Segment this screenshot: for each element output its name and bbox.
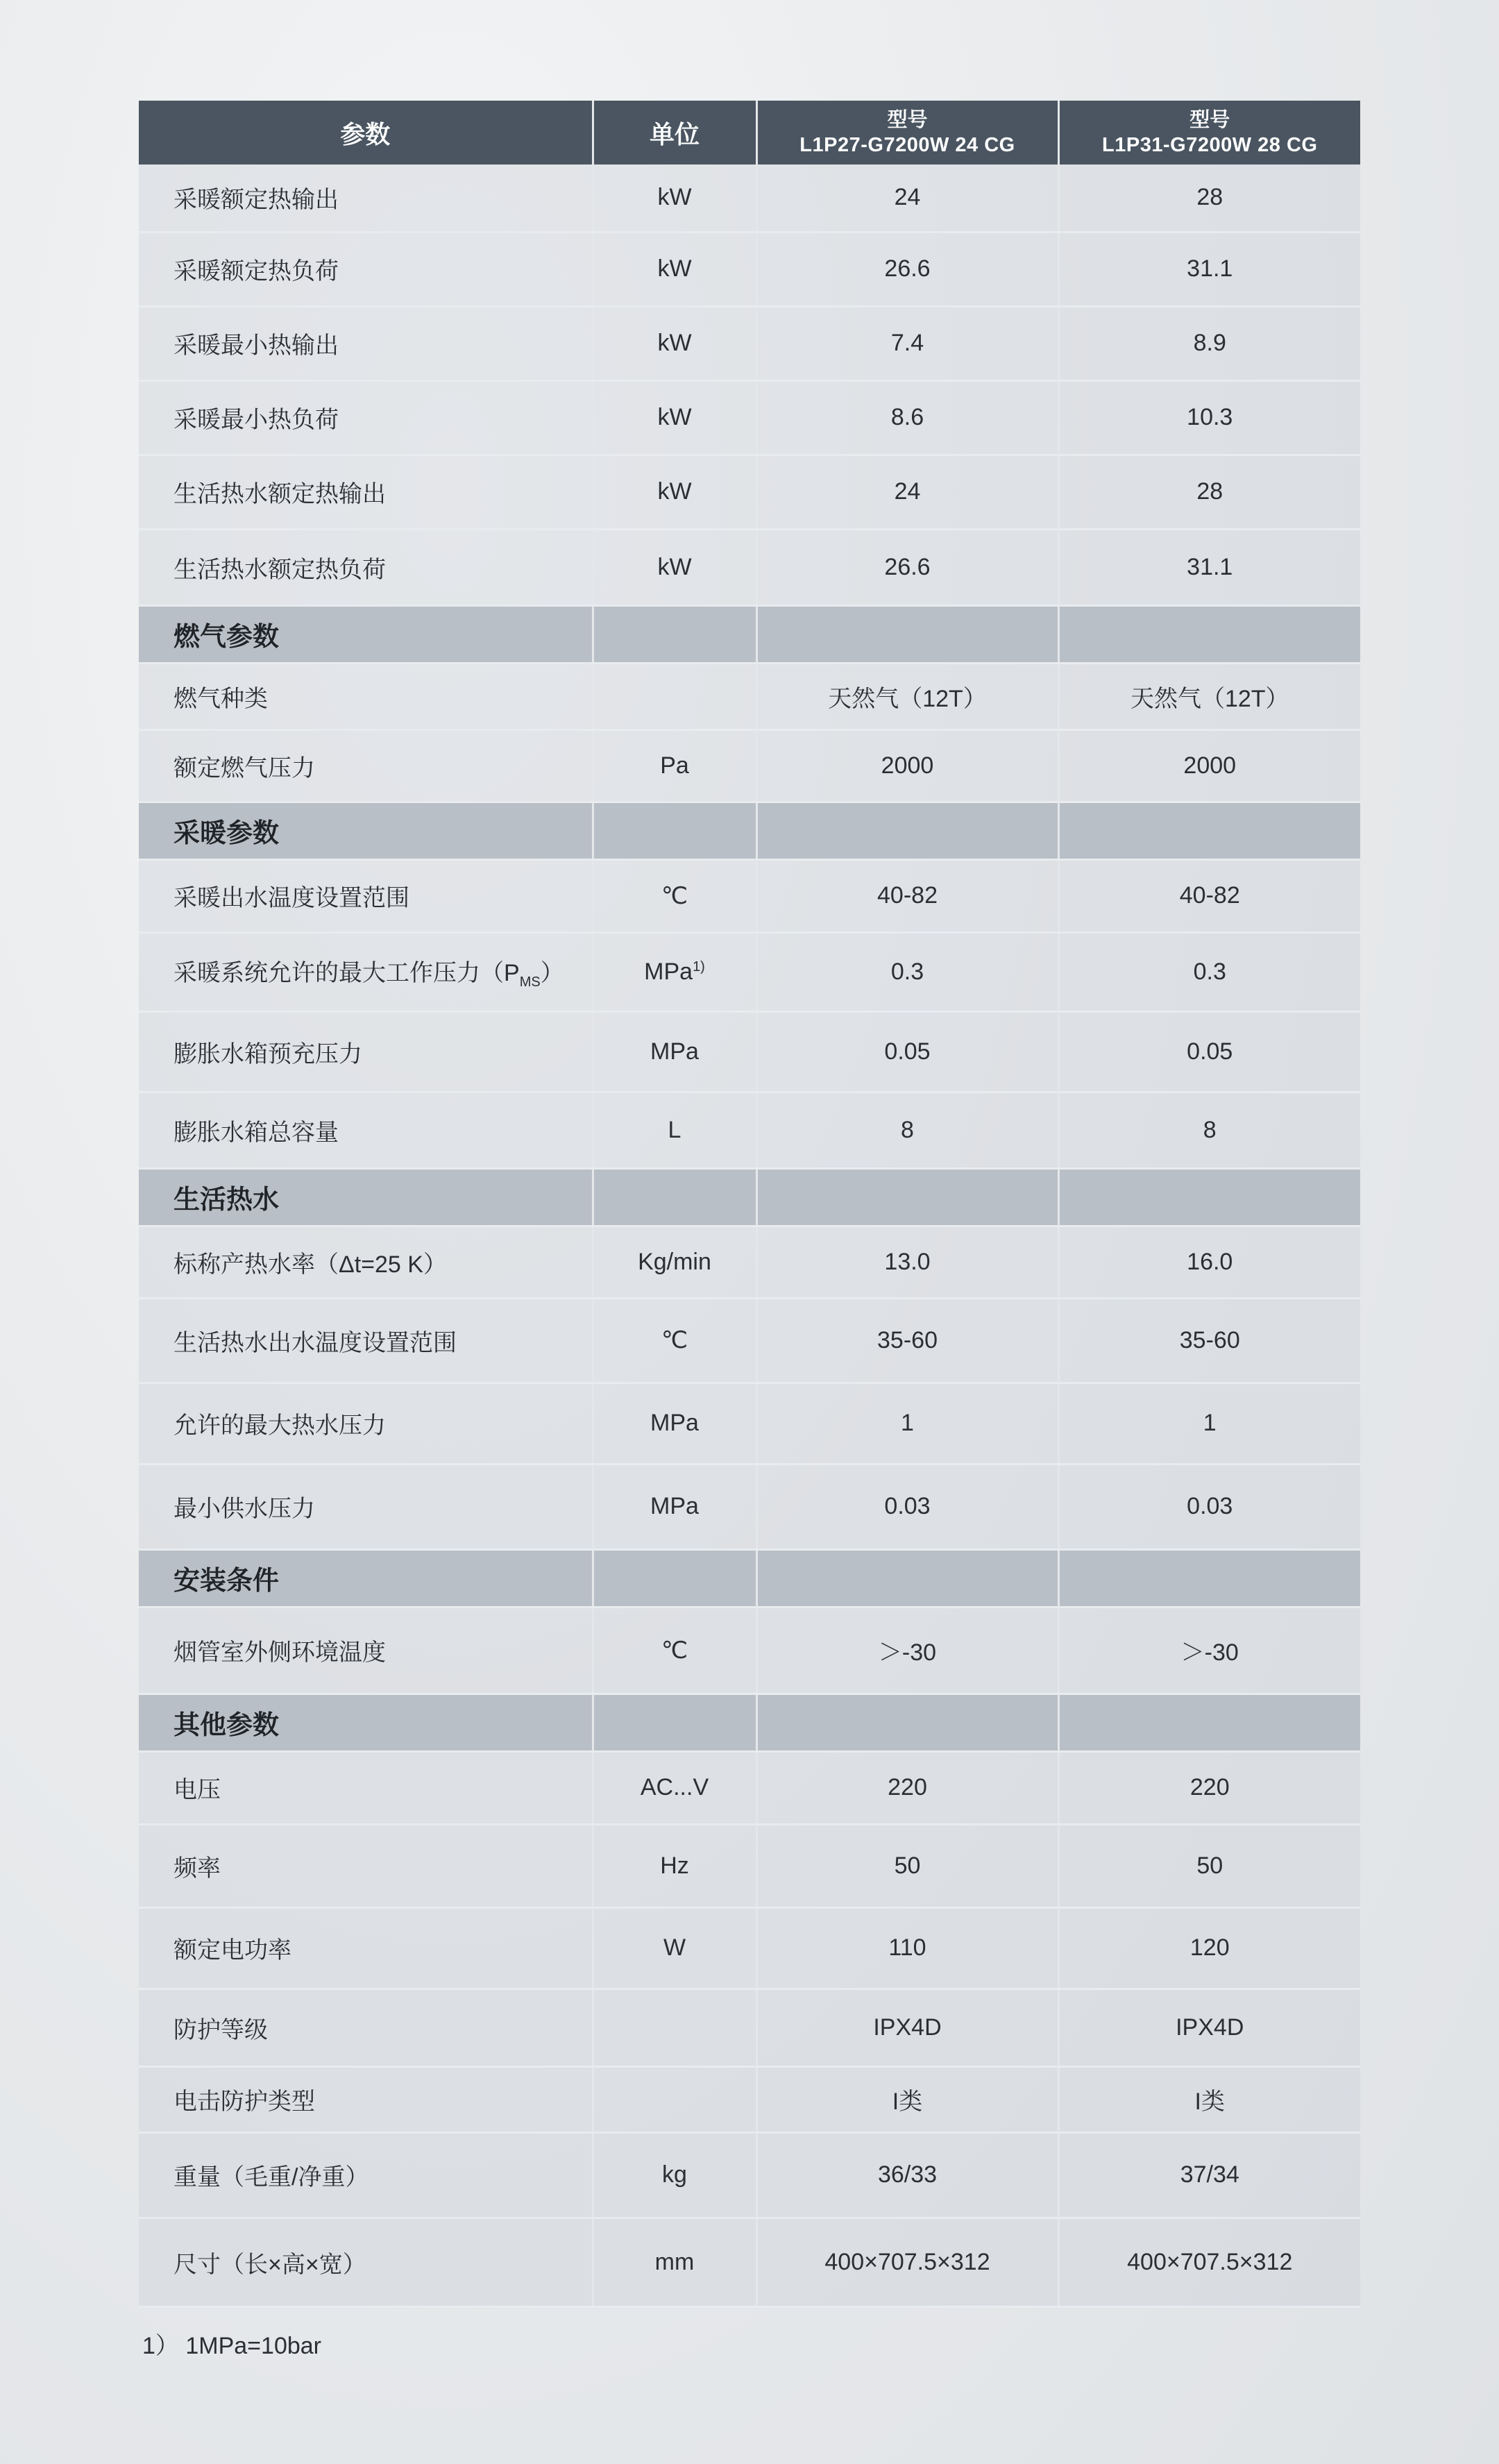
value-model-2: 35-60 bbox=[1058, 1298, 1360, 1383]
table-row bbox=[139, 232, 1360, 306]
value-model-1: 50 bbox=[756, 1824, 1058, 1907]
value-model-2: 16.0 bbox=[1058, 1226, 1360, 1298]
unit-cell: Kg/min bbox=[593, 1226, 756, 1298]
table-row bbox=[139, 306, 1360, 380]
value-model-1: 8 bbox=[756, 1092, 1058, 1168]
value-model-1: 8.6 bbox=[756, 380, 1058, 455]
table-row bbox=[139, 1011, 1360, 1092]
table-row bbox=[139, 2218, 1360, 2306]
spec-table bbox=[139, 101, 1360, 2308]
value-model-2: 28 bbox=[1058, 164, 1360, 232]
value-model-2: 28 bbox=[1058, 455, 1360, 529]
unit-cell: MPa bbox=[593, 1383, 756, 1464]
value-model-2: 10.3 bbox=[1058, 380, 1360, 455]
table-row bbox=[139, 529, 1360, 605]
header-param: 参数 bbox=[139, 101, 593, 164]
param-name: 额定电功率 bbox=[139, 1907, 593, 1989]
param-name: 膨胀水箱预充压力 bbox=[139, 1011, 593, 1092]
param-name: 额定燃气压力 bbox=[139, 729, 593, 802]
header-model-1 bbox=[756, 101, 1058, 164]
unit-cell: W bbox=[593, 1907, 756, 1989]
unit-cell: kW bbox=[593, 380, 756, 455]
unit-cell bbox=[593, 2066, 756, 2132]
param-name: 频率 bbox=[139, 1824, 593, 1907]
value-model-1: 天然气（12T） bbox=[756, 663, 1058, 729]
unit-cell: MPa bbox=[593, 1464, 756, 1549]
value-model-1: ＞-30 bbox=[756, 1607, 1058, 1694]
param-name: 防护等级 bbox=[139, 1989, 593, 2066]
table-row bbox=[139, 1907, 1360, 1989]
param-name: 燃气种类 bbox=[139, 663, 593, 729]
value-model-2: IPX4D bbox=[1058, 1989, 1360, 2066]
value-model-1: 400×707.5×312 bbox=[756, 2218, 1058, 2306]
unit-cell: kW bbox=[593, 306, 756, 380]
param-name: 标称产热水率（Δt=25 K） bbox=[139, 1226, 593, 1298]
value-model-1: 26.6 bbox=[756, 529, 1058, 605]
value-model-2: 2000 bbox=[1058, 729, 1360, 802]
param-name-suffix: ） bbox=[540, 959, 564, 986]
param-name: 允许的最大热水压力 bbox=[139, 1383, 593, 1464]
table-row bbox=[139, 1383, 1360, 1464]
value-model-1: IPX4D bbox=[756, 1989, 1058, 2066]
value-model-2: 400×707.5×312 bbox=[1058, 2218, 1360, 2306]
table-row bbox=[139, 932, 1360, 1011]
value-model-2: 0.03 bbox=[1058, 1464, 1360, 1549]
value-model-2: 0.05 bbox=[1058, 1011, 1360, 1092]
param-name bbox=[139, 932, 593, 1011]
param-name: 膨胀水箱总容量 bbox=[139, 1092, 593, 1168]
value-model-1: 110 bbox=[756, 1907, 1058, 1989]
param-name: 生活热水额定热负荷 bbox=[139, 529, 593, 605]
unit-cell: kW bbox=[593, 455, 756, 529]
unit-text: MPa bbox=[644, 958, 693, 985]
param-name: 采暖额定热输出 bbox=[139, 164, 593, 232]
value-model-1: 24 bbox=[756, 164, 1058, 232]
unit-cell: ℃ bbox=[593, 1607, 756, 1694]
section-row-installation bbox=[139, 1549, 1360, 1607]
value-model-2: 37/34 bbox=[1058, 2132, 1360, 2218]
section-title: 其他参数 bbox=[139, 1694, 593, 1751]
value-model-2: 8.9 bbox=[1058, 306, 1360, 380]
value-model-2: 40-82 bbox=[1058, 859, 1360, 932]
table-row bbox=[139, 1607, 1360, 1694]
value-model-1: 220 bbox=[756, 1751, 1058, 1824]
value-model-2: 50 bbox=[1058, 1824, 1360, 1907]
section-row-other bbox=[139, 1694, 1360, 1751]
param-name: 最小供水压力 bbox=[139, 1464, 593, 1549]
section-title: 安装条件 bbox=[139, 1549, 593, 1607]
value-model-2: 120 bbox=[1058, 1907, 1360, 1989]
value-model-1: 0.05 bbox=[756, 1011, 1058, 1092]
table-row bbox=[139, 164, 1360, 232]
value-model-1: 26.6 bbox=[756, 232, 1058, 306]
value-model-1: 35-60 bbox=[756, 1298, 1058, 1383]
table-row bbox=[139, 1092, 1360, 1168]
unit-cell bbox=[593, 1989, 756, 2066]
value-model-1: 2000 bbox=[756, 729, 1058, 802]
unit-cell bbox=[593, 932, 756, 1011]
value-model-1: 36/33 bbox=[756, 2132, 1058, 2218]
unit-cell: kW bbox=[593, 232, 756, 306]
table-row bbox=[139, 380, 1360, 455]
param-name: 烟管室外侧环境温度 bbox=[139, 1607, 593, 1694]
unit-cell: L bbox=[593, 1092, 756, 1168]
model-1-code: L1P27-G7200W 24 CG bbox=[799, 134, 1015, 156]
table-row bbox=[139, 1226, 1360, 1298]
unit-cell: Pa bbox=[593, 729, 756, 802]
unit-cell: kg bbox=[593, 2132, 756, 2218]
param-name: 电压 bbox=[139, 1751, 593, 1824]
param-name: 尺寸（长×高×宽） bbox=[139, 2218, 593, 2306]
value-model-2: 0.3 bbox=[1058, 932, 1360, 1011]
section-title: 燃气参数 bbox=[139, 605, 593, 663]
param-name: 生活热水出水温度设置范围 bbox=[139, 1298, 593, 1383]
table-row bbox=[139, 663, 1360, 729]
value-model-1: 24 bbox=[756, 455, 1058, 529]
value-model-1: 7.4 bbox=[756, 306, 1058, 380]
unit-cell: MPa bbox=[593, 1011, 756, 1092]
value-model-2: 31.1 bbox=[1058, 232, 1360, 306]
unit-cell: ℃ bbox=[593, 1298, 756, 1383]
value-model-2: I类 bbox=[1058, 2066, 1360, 2132]
section-row-gas bbox=[139, 605, 1360, 663]
value-model-2: 31.1 bbox=[1058, 529, 1360, 605]
table-row bbox=[139, 1989, 1360, 2066]
unit-cell: ℃ bbox=[593, 859, 756, 932]
param-name: 采暖出水温度设置范围 bbox=[139, 859, 593, 932]
value-model-2: 1 bbox=[1058, 1383, 1360, 1464]
value-model-2: ＞-30 bbox=[1058, 1607, 1360, 1694]
param-name: 采暖额定热负荷 bbox=[139, 232, 593, 306]
value-model-1: 0.03 bbox=[756, 1464, 1058, 1549]
value-model-1: 1 bbox=[756, 1383, 1058, 1464]
table-row bbox=[139, 2132, 1360, 2218]
table-row bbox=[139, 1751, 1360, 1824]
param-name: 重量（毛重/净重） bbox=[139, 2132, 593, 2218]
model-2-code: L1P31-G7200W 28 CG bbox=[1102, 134, 1318, 156]
model-1-title: 型号 bbox=[887, 109, 928, 131]
footnote: 1） 1MPa=10bar bbox=[142, 2333, 321, 2359]
param-name: 生活热水额定热输出 bbox=[139, 455, 593, 529]
table-row bbox=[139, 729, 1360, 802]
param-name: 电击防护类型 bbox=[139, 2066, 593, 2132]
table-row bbox=[139, 2066, 1360, 2132]
value-model-1: 0.3 bbox=[756, 932, 1058, 1011]
value-model-1: I类 bbox=[756, 2066, 1058, 2132]
header-model-2 bbox=[1058, 101, 1360, 164]
section-title: 生活热水 bbox=[139, 1168, 593, 1226]
param-subscript: MS bbox=[519, 974, 541, 990]
param-name: 采暖最小热负荷 bbox=[139, 380, 593, 455]
value-model-2: 8 bbox=[1058, 1092, 1360, 1168]
table-header-row bbox=[139, 101, 1360, 164]
table-row bbox=[139, 1298, 1360, 1383]
table-row bbox=[139, 1464, 1360, 1549]
value-model-2: 天然气（12T） bbox=[1058, 663, 1360, 729]
section-row-heating bbox=[139, 802, 1360, 859]
table-row bbox=[139, 859, 1360, 932]
param-name-text: 采暖系统允许的最大工作压力（P bbox=[173, 959, 520, 986]
section-title: 采暖参数 bbox=[139, 802, 593, 859]
value-model-1: 40-82 bbox=[756, 859, 1058, 932]
model-2-title: 型号 bbox=[1189, 109, 1230, 131]
param-name: 采暖最小热输出 bbox=[139, 306, 593, 380]
value-model-1: 13.0 bbox=[756, 1226, 1058, 1298]
header-unit: 单位 bbox=[593, 101, 756, 164]
unit-cell: AC...V bbox=[593, 1751, 756, 1824]
value-model-2: 220 bbox=[1058, 1751, 1360, 1824]
unit-cell: kW bbox=[593, 164, 756, 232]
section-row-hot-water bbox=[139, 1168, 1360, 1226]
unit-cell: mm bbox=[593, 2218, 756, 2306]
unit-cell: kW bbox=[593, 529, 756, 605]
unit-cell bbox=[593, 663, 756, 729]
table-row bbox=[139, 455, 1360, 529]
table-row bbox=[139, 1824, 1360, 1907]
footnote-ref: 1) bbox=[693, 959, 705, 974]
unit-cell: Hz bbox=[593, 1824, 756, 1907]
